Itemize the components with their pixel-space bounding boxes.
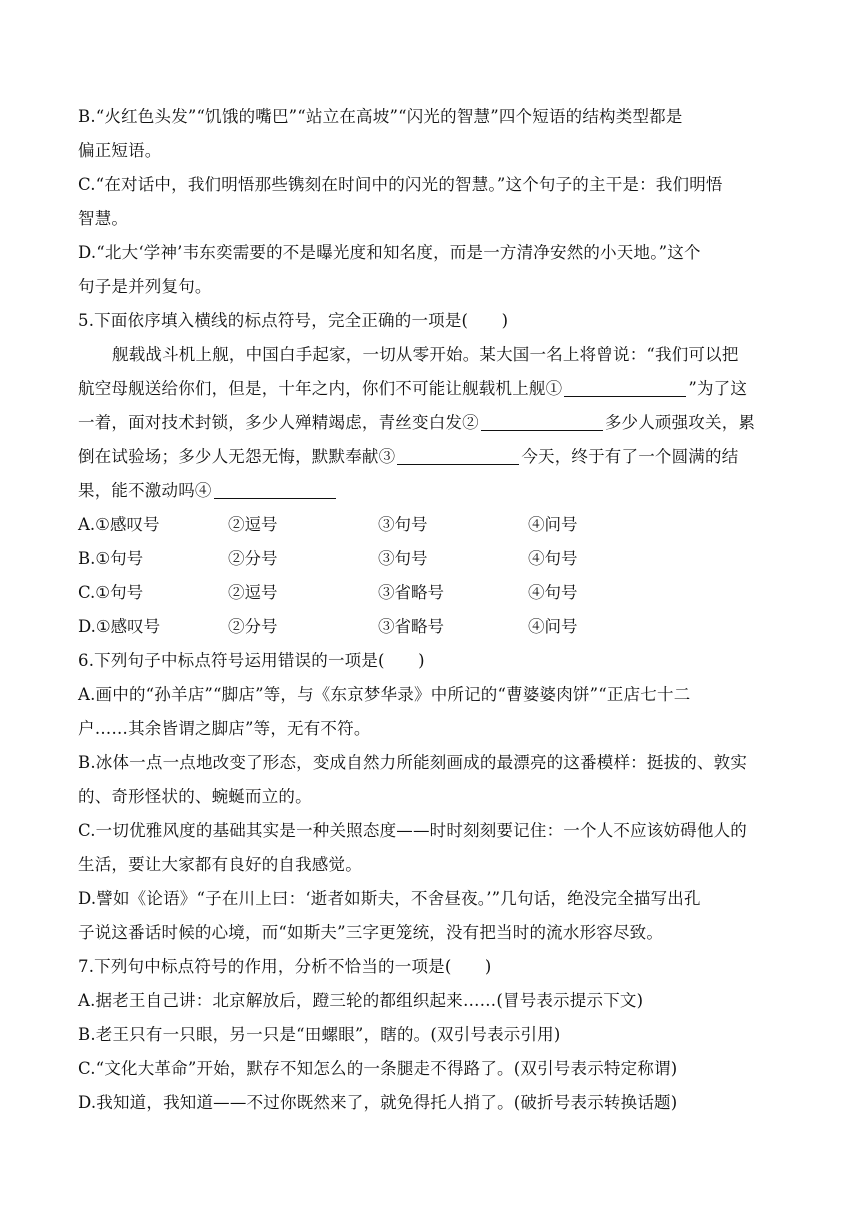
q5-option-cell: ③句号 — [378, 549, 428, 568]
q4-option-b-line1: B.“火红色头发”“饥饿的嘴巴”“站立在高坡”“闪光的智慧”四个短语的结构类型都是 — [78, 107, 683, 126]
q5-option-cell: ④句号 — [528, 583, 578, 602]
q5-option-cell: ②逗号 — [228, 515, 278, 534]
q4-option-c-line1: C.“在对话中，我们明悟那些镌刻在时间中的闪光的智慧。”这个句子的主干是：我们明悟 — [78, 175, 723, 194]
q5-option-cell: ②分号 — [228, 617, 278, 636]
q5-passage-text: 今天，终于有了一个圆满的结 — [521, 447, 739, 466]
q5-option-cell: B.①句号 — [78, 549, 144, 568]
q4-option-d-line1: D.“北大‘学神’韦东奕需要的不是曝光度和知名度，而是一方清净安然的小天地。”这个 — [78, 243, 701, 262]
q5-passage-text: ”为了这 — [688, 379, 748, 398]
q5-option-a — [78, 508, 778, 542]
q4-option-c-line2: 智慧。 — [78, 209, 129, 228]
q7-option-d: D.我知道，我知道——不过你既然来了，就免得托人捎了。(破折号表示转换话题) — [78, 1093, 678, 1112]
q5-blank-2 — [481, 412, 603, 431]
q5-option-cell: ④问号 — [528, 515, 578, 534]
q5-passage-text: 航空母舰送给你们，但是，十年之内，你们不可能让舰载机上舰① — [78, 379, 563, 398]
q5-option-b — [78, 542, 778, 576]
q6-option-c-line1: C.一切优雅风度的基础其实是一种关照态度——时时刻刻要记住：一个人不应该妨碍他人的 — [78, 821, 747, 840]
q5-option-cell: ③省略号 — [378, 617, 444, 636]
q5-passage-line5 — [78, 474, 778, 508]
q7-option-b: B.老王只有一只眼，另一只是“田螺眼”，瞎的。(双引号表示引用) — [78, 1025, 561, 1044]
q5-stem: 5.下面依序填入横线的标点符号，完全正确的一项是( ) — [78, 311, 509, 330]
q5-option-cell: ④问号 — [528, 617, 578, 636]
q5-passage-line4 — [78, 440, 778, 474]
q5-blank-3 — [397, 446, 519, 465]
q5-option-cell: ③省略号 — [378, 583, 444, 602]
q5-blank-4 — [214, 480, 336, 499]
q5-option-cell: ③句号 — [378, 515, 428, 534]
q5-passage-text: 一着，面对技术封锁，多少人殚精竭虑，青丝变白发② — [78, 413, 479, 432]
q5-passage-line2 — [78, 372, 778, 406]
q7-option-c: C.“文化大革命”开始，默存不知怎么的一条腿走不得路了。(双引号表示特定称谓) — [78, 1059, 678, 1078]
q5-passage-text: 果，能不激动吗④ — [78, 481, 212, 500]
q6-option-d-line1: D.譬如《论语》“子在川上曰：‘逝者如斯夫，不舍昼夜。’”几句话，绝没完全描写出孔 — [78, 889, 701, 908]
q6-option-a-line1: A.画中的“孙羊店”“脚店”等，与《东京梦华录》中所记的“曹婆婆肉饼”“正店七十二 — [78, 685, 691, 704]
q6-option-b-line2: 的、奇形怪状的、蜿蜒而立的。 — [78, 787, 312, 806]
q6-option-c-line2: 生活，要让大家都有良好的自我感觉。 — [78, 855, 362, 874]
q4-option-d-line2: 句子是并列复句。 — [78, 277, 212, 296]
document-page — [78, 100, 778, 1120]
q5-option-cell: D.①感叹号 — [78, 617, 161, 636]
q6-option-b-line1: B.冰体一点一点地改变了形态，变成自然力所能刻画成的最漂亮的这番模样：挺拔的、敦实 — [78, 753, 748, 772]
q5-option-d — [78, 610, 778, 644]
q7-stem: 7.下列句中标点符号的作用，分析不恰当的一项是( ) — [78, 957, 492, 976]
q5-passage-text: 多少人顽强攻关，累 — [604, 413, 756, 432]
q5-passage-text: 倒在试验场；多少人无怨无悔，默默奉献③ — [78, 447, 396, 466]
q5-option-c — [78, 576, 778, 610]
q5-option-cell: ②分号 — [228, 549, 278, 568]
q6-option-d-line2: 子说这番话时候的心境，而“如斯夫”三字更笼统，没有把当时的流水形容尽致。 — [78, 923, 664, 942]
q5-blank-1 — [564, 378, 686, 397]
q5-option-cell: C.①句号 — [78, 583, 144, 602]
q5-option-cell: ④句号 — [528, 549, 578, 568]
q4-option-b-line2: 偏正短语。 — [78, 141, 162, 160]
q7-option-a: A.据老王自己讲：北京解放后，蹬三轮的都组织起来……(冒号表示提示下文) — [78, 991, 644, 1010]
q5-option-cell: ②逗号 — [228, 583, 278, 602]
q6-stem: 6.下列句子中标点符号运用错误的一项是( ) — [78, 651, 425, 670]
q5-passage-line1: 舰载战斗机上舰，中国白手起家，一切从零开始。某大国一名上将曾说：“我们可以把 — [112, 345, 739, 364]
q5-passage-line3 — [78, 406, 778, 440]
q5-option-cell: A.①感叹号 — [78, 515, 160, 534]
q6-option-a-line2: 户……其余皆谓之脚店”等，无有不符。 — [78, 719, 371, 738]
